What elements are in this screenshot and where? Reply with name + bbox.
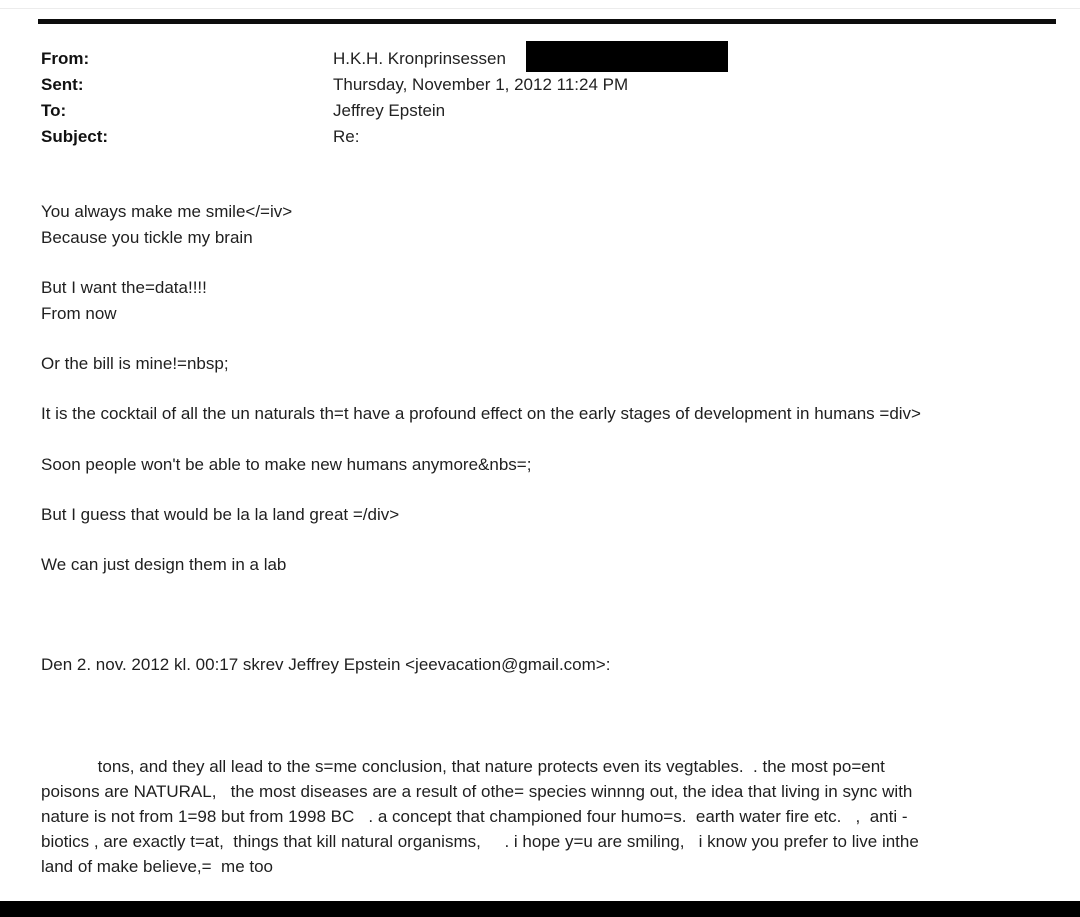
quoted-line: biotics , are exactly t=at, things that kill natural organisms, . i hope y=u are smiling, i know you prefer to live inthe [41,832,919,851]
quoted-line: land of make believe,= me too [41,857,273,876]
body-line: Because you tickle my brain [41,228,253,247]
body-line: We can just design them in a lab [41,555,287,574]
body-line: Or the bill is mine!=nbsp; [41,354,229,373]
redaction-box [526,41,728,72]
body-line: But I want the=data!!!! [41,278,207,297]
body-line: You always make me smile</=iv> [41,202,293,221]
subject-label: Subject: [41,127,109,146]
quote-attribution: Den 2. nov. 2012 kl. 00:17 skrev Jeffrey Epstein <jeevacation@gmail.com>: [41,655,611,674]
quoted-line: tons, and they all lead to the s=me conclusion, that nature protects even its vegtables. . the most po=ent [41,757,885,776]
quoted-line: nature is not from 1=98 but from 1998 BC . a concept that championed four humo=s. earth water fire etc. , anti - [41,807,908,826]
to-value: Jeffrey Epstein [333,101,446,120]
body-line: It is the cocktail of all the un naturals th=t have a profound effect on the early stages of development in humans =div> [41,404,921,423]
from-label: From: [41,49,90,68]
quoted-line: poisons are NATURAL, the most diseases are a result of othe= species winnng out, the idea that living in sync with [41,782,913,801]
body-line: Soon people won't be able to make new humans anymore&nbs=; [41,455,532,474]
to-label: To: [41,101,67,120]
body-line: But I guess that would be la la land great =/div> [41,505,400,524]
subject-value: Re: [333,127,360,146]
top-divider [0,8,1080,9]
bottom-bar [0,901,1080,917]
sent-value: Thursday, November 1, 2012 11:24 PM [333,75,629,94]
sent-label: Sent: [41,75,84,94]
from-value: H.K.H. Kronprinsessen [333,49,506,68]
body-line: From now [41,304,117,323]
header-rule [38,19,1056,24]
